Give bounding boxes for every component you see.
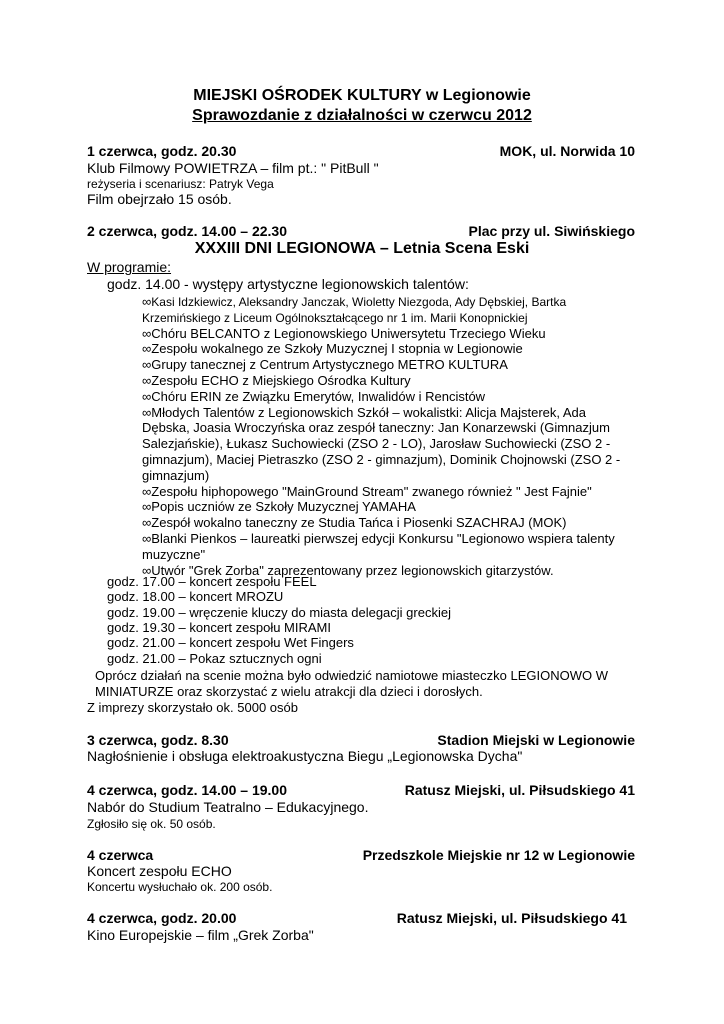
performer-item-continued — [142, 436, 637, 452]
event1-line: Klub Filmowy POWIETRZA – film pt.: " PitBull " — [87, 160, 379, 176]
performer-item — [142, 531, 637, 547]
performer-text: Zespołu wokalnego ze Szkoły Muzycznej I stopnia w Legionowie — [151, 341, 523, 357]
performer-text: Chóru BELCANTO z Legionowskiego Uniwersytetu Trzeciego Wieku — [151, 325, 546, 341]
bullet-icon: ∞ — [142, 404, 152, 420]
schedule-item: godz. 19.00 – wręczenie kluczy do miasta delegacji greckiej — [107, 604, 451, 620]
performer-item — [142, 294, 637, 310]
schedule-item: godz. 19.30 – koncert zespołu MIRAMI — [107, 619, 332, 635]
event2-title: XXXIII DNI LEGIONOWA – Letnia Scena Eski — [194, 240, 530, 257]
event5-attendance: Koncertu wysłuchało ok. 200 osób. — [87, 880, 273, 894]
performer-text: Popis uczniów ze Szkoły Muzycznej YAMAHA — [151, 499, 416, 515]
performer-item — [142, 326, 637, 342]
bullet-icon: ∞ — [142, 388, 152, 404]
performer-text: Zespołu hiphopowego "MainGround Stream" zwanego również " Jest Fajnie" — [151, 483, 592, 499]
report-subtitle: Sprawozdanie z działalności w czerwcu 2012 — [192, 107, 532, 124]
performer-item-continued — [142, 468, 637, 484]
event3-line: Nagłośnienie i obsługa elektroakustyczna Biegu „Legionowska Dycha" — [87, 748, 523, 764]
performer-item — [142, 341, 637, 357]
performer-text: Utwór "Grek Zorba" zaprezentowany przez legionowskich gitarzystów. — [151, 562, 554, 578]
event2-attendance: Z imprezy skorzystało ok. 5000 osób — [87, 700, 298, 715]
bullet-icon: ∞ — [142, 325, 152, 341]
performer-item — [142, 515, 637, 531]
event3-header — [87, 732, 635, 748]
page-title: MIEJSKI OŚRODEK KULTURY w Legionowie — [193, 87, 531, 104]
bullet-icon: ∞ — [142, 357, 152, 373]
event2-extra-line2: MINIATURZE oraz skorzystać z wielu atrakcji dla dzieci i dorosłych. — [95, 684, 483, 699]
performer-item — [142, 484, 637, 500]
event1-attendance: Film obejrzało 15 osób. — [87, 191, 232, 207]
schedule-item: godz. 18.00 – koncert MROZU — [107, 589, 284, 605]
program-intro: godz. 14.00 - występy artystyczne legionowskich talentów: — [107, 276, 469, 292]
bullet-icon: ∞ — [142, 515, 152, 531]
event4-date: 4 czerwca, godz. 14.00 – 19.00 — [87, 782, 288, 798]
event6-line: Kino Europejskie – film „Grek Zorba" — [87, 927, 314, 943]
performer-text: Dębska, Joasia Wroczyńska oraz zespół taneczny: Jan Konarzewski (Gimnazjum — [142, 420, 610, 436]
event3-location: Stadion Miejski w Legionowie — [437, 732, 635, 748]
performer-text: gimnazjum) — [142, 467, 210, 483]
event6-header — [87, 910, 627, 926]
performer-item-continued — [142, 310, 637, 326]
bullet-icon: ∞ — [142, 531, 152, 546]
performer-text: Kasi Idzkiewicz, Aleksandry Janczak, Wioletty Niezgoda, Ady Dębskiej, Bartka — [151, 295, 567, 309]
performer-text: Młodych Talentów z Legionowskich Szkół – wokalistki: Alicja Majsterek, Ada — [151, 404, 587, 420]
schedule-item: godz. 21.00 – Pokaz sztucznych ogni — [107, 650, 322, 666]
bullet-icon: ∞ — [142, 483, 152, 499]
performer-text: Salezjańskie), Łukasz Suchowiecki (ZSO 2 - LO), Jarosław Suchowiecki (ZSO 2 - — [142, 436, 611, 452]
event2-extra-line1: Oprócz działań na scenie można było odwiedzić namiotowe miasteczko LEGIONOWO W — [95, 668, 608, 683]
event5-header — [87, 847, 635, 863]
event6-location: Ratusz Miejski, ul. Piłsudskiego 41 — [396, 910, 627, 926]
event2-location: Plac przy ul. Siwińskiego — [468, 223, 635, 239]
event2-header — [87, 223, 635, 239]
performer-item — [142, 373, 637, 389]
performer-text: Zespołu ECHO z Miejskiego Ośrodka Kultury — [151, 373, 411, 388]
schedule-item: godz. 17.00 – koncert zespołu FEEL — [107, 574, 317, 589]
performer-item — [142, 357, 637, 373]
performer-item-continued — [142, 420, 637, 436]
bullet-icon: ∞ — [142, 294, 152, 309]
performer-text: muzyczne" — [142, 546, 206, 562]
event1-header — [87, 143, 635, 159]
event6-date: 4 czerwca, godz. 20.00 — [87, 910, 237, 926]
bullet-icon: ∞ — [142, 373, 152, 388]
performer-text: Zespół wokalno taneczny ze Studia Tańca i Piosenki SZACHRAJ (MOK) — [151, 515, 567, 531]
event4-location: Ratusz Miejski, ul. Piłsudskiego 41 — [404, 782, 635, 798]
program-label: W programie: — [87, 259, 172, 275]
schedule-item: godz. 21.00 – koncert zespołu Wet Fingers — [107, 635, 354, 651]
event2-date: 2 czerwca, godz. 14.00 – 22.30 — [87, 223, 288, 239]
event4-line: Nabór do Studium Teatralno – Edukacyjnego. — [87, 799, 369, 815]
event1-location: MOK, ul. Norwida 10 — [499, 143, 635, 159]
performer-text: Grupy tanecznej z Centrum Artystycznego METRO KULTURA — [151, 357, 508, 373]
event3-date: 3 czerwca, godz. 8.30 — [87, 732, 229, 748]
performer-text: gimnazjum), Maciej Pietraszko (ZSO 2 - gimnazjum), Dominik Chojnowski (ZSO 2 - — [142, 452, 621, 467]
event5-date: 4 czerwca — [87, 847, 154, 863]
bullet-icon: ∞ — [142, 499, 152, 515]
bullet-icon: ∞ — [142, 341, 152, 357]
event5-line: Koncert zespołu ECHO — [87, 863, 232, 879]
performer-item — [142, 389, 637, 405]
event5-location: Przedszkole Miejskie nr 12 w Legionowie — [362, 847, 635, 863]
performer-item — [142, 405, 637, 421]
bullet-icon: ∞ — [142, 562, 152, 578]
event4-header — [87, 782, 635, 798]
event1-date: 1 czerwca, godz. 20.30 — [87, 143, 237, 159]
performer-text: Blanki Pienkos – laureatki pierwszej edycji Konkursu "Legionowo wspiera talenty — [151, 531, 615, 546]
performer-item — [142, 499, 637, 515]
performer-item-continued — [142, 452, 637, 468]
performer-item-continued — [142, 547, 637, 563]
performer-text: Chóru ERIN ze Związku Emerytów, Inwalidów i Rencistów — [151, 388, 486, 404]
performer-text: Krzemińskiego z Liceum Ogólnokształcącego nr 1 im. Marii Konopnickiej — [142, 310, 528, 325]
event4-attendance: Zgłosiło się ok. 50 osób. — [87, 817, 216, 831]
event1-credit: reżyseria i scenariusz: Patryk Vega — [87, 177, 274, 191]
